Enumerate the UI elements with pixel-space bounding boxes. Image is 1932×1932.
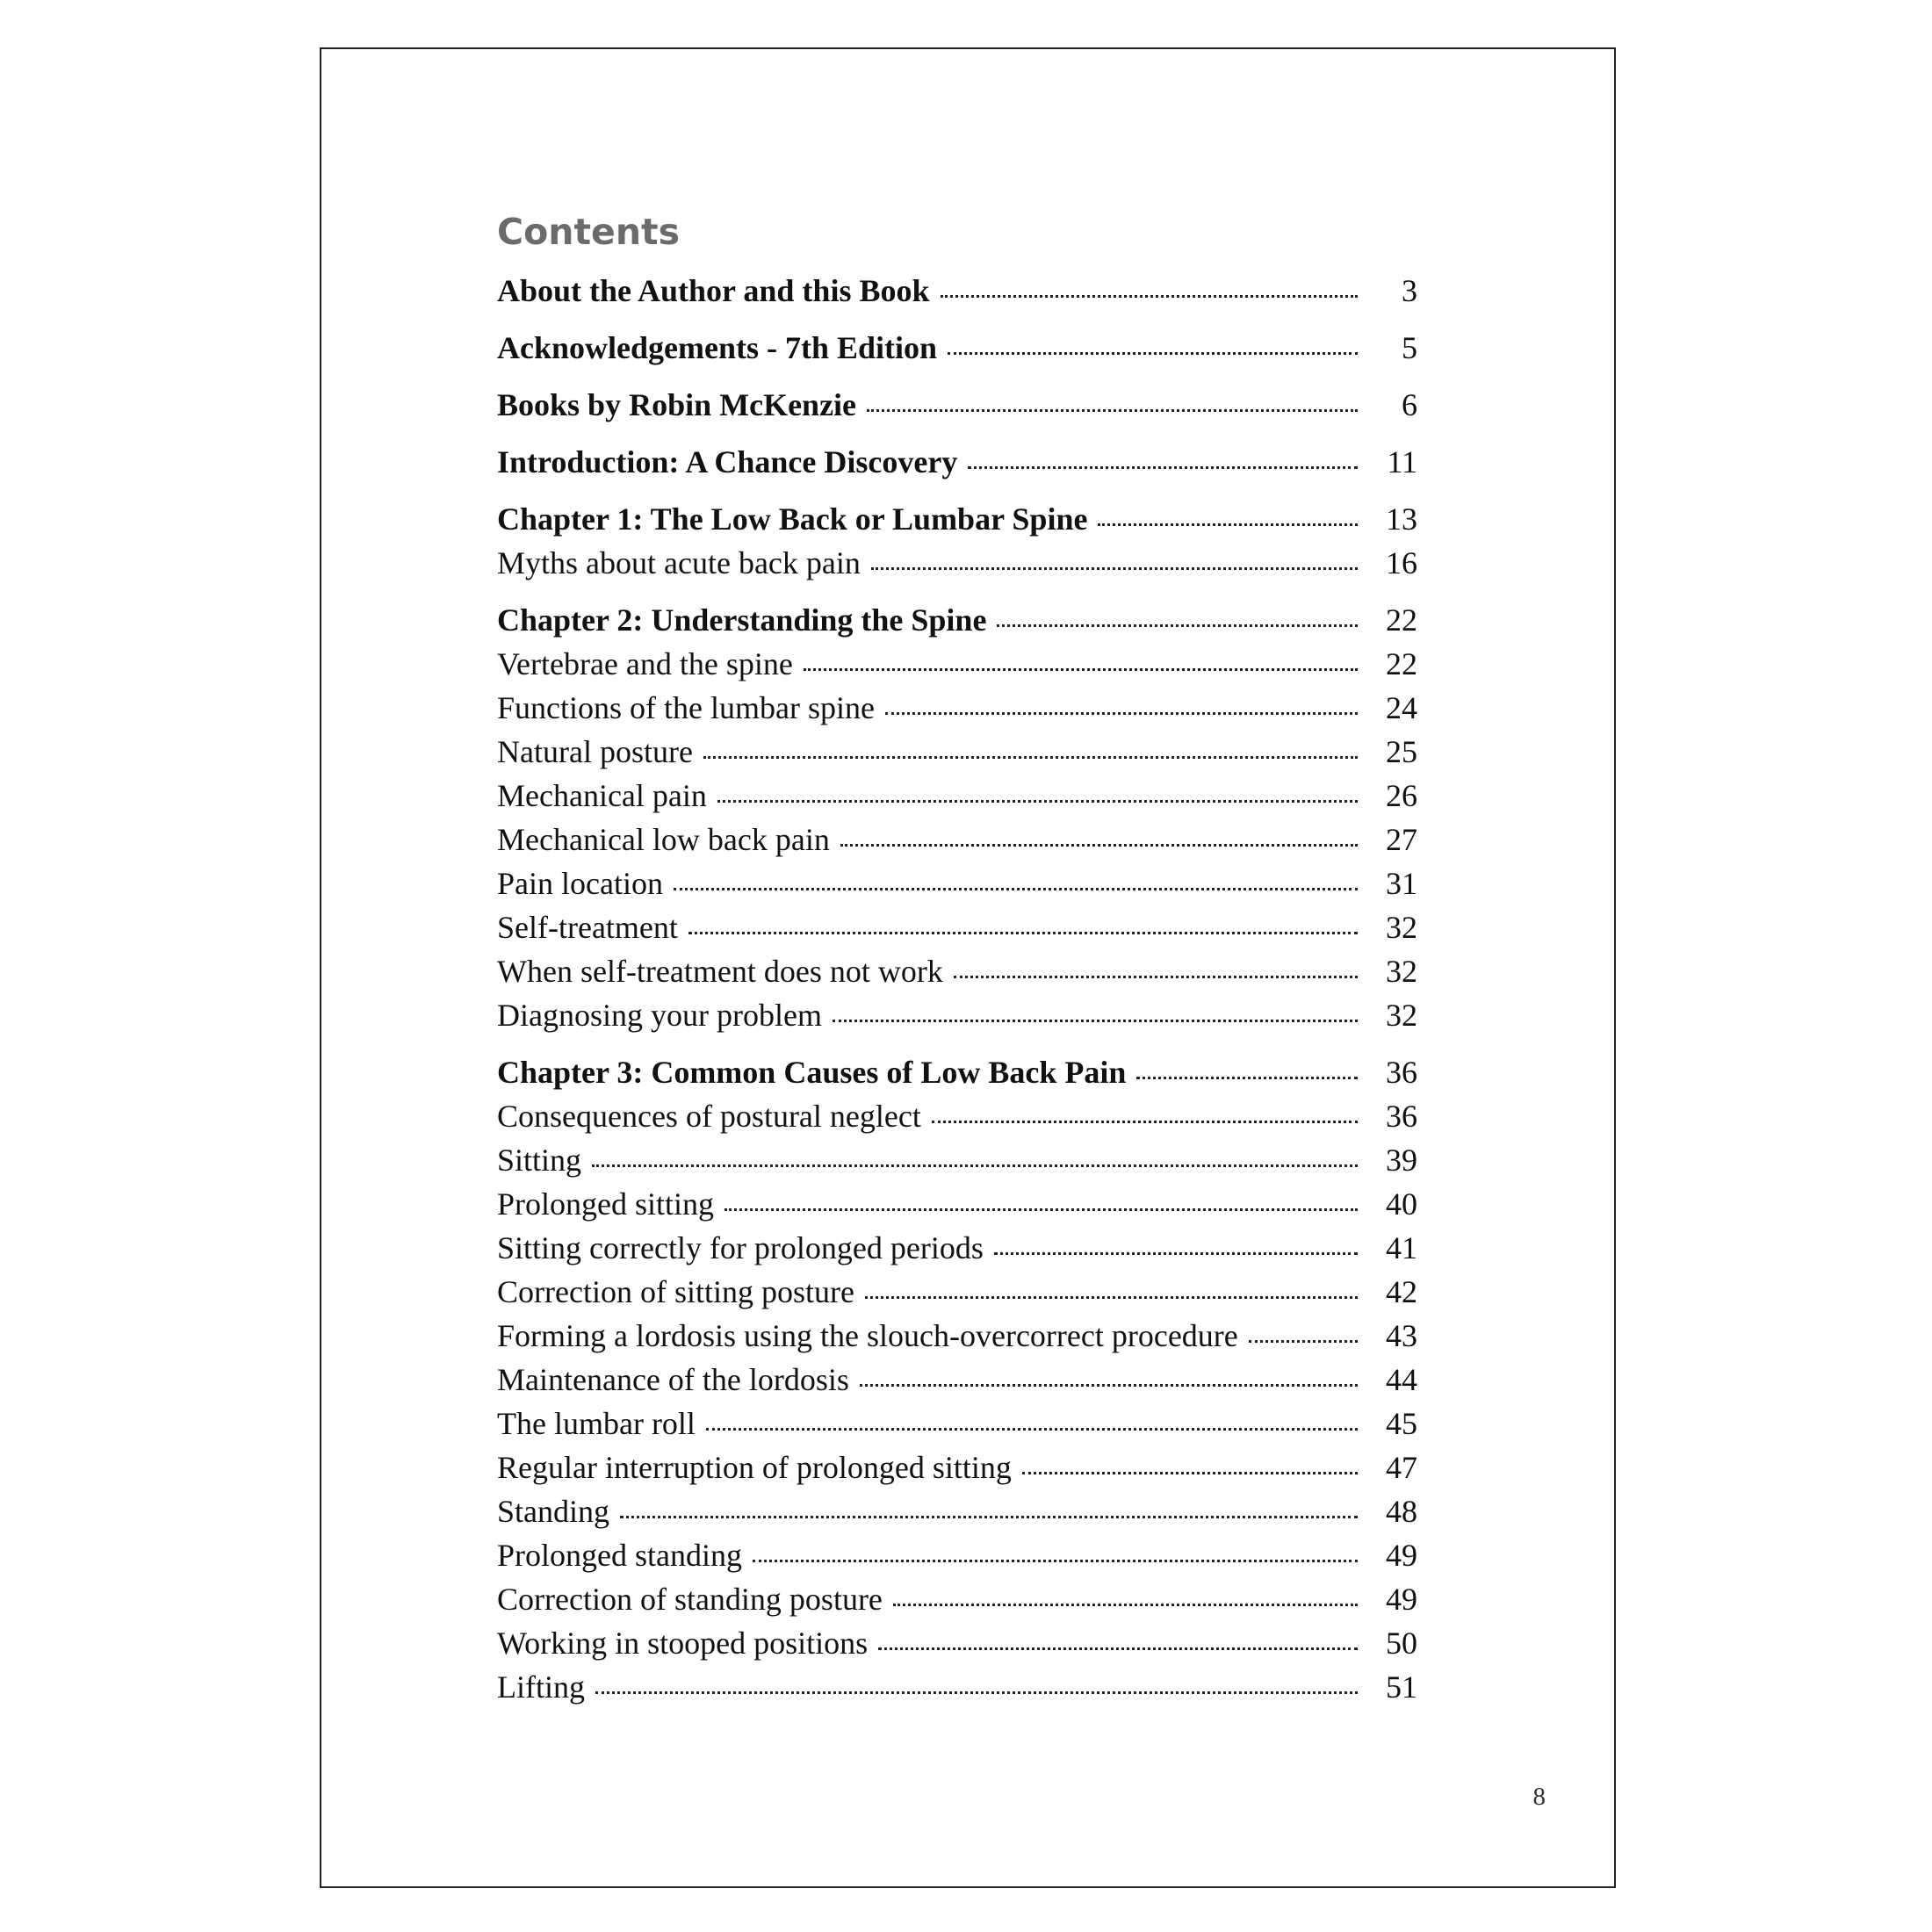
toc-entry-title: Self-treatment (497, 910, 678, 945)
toc-entry-page: 3 (1402, 273, 1417, 308)
dot-leader (878, 1647, 1358, 1650)
toc-entry-page: 16 (1386, 545, 1417, 580)
toc-entry-page: 39 (1386, 1143, 1417, 1178)
dot-leader (620, 1516, 1358, 1518)
toc-entry-title: Natural posture (497, 734, 693, 769)
toc-entry-page: 48 (1386, 1494, 1417, 1529)
toc-entry-page: 26 (1386, 778, 1417, 813)
dot-leader (804, 668, 1358, 671)
dot-leader (1249, 1340, 1358, 1343)
toc-entry-page: 47 (1386, 1450, 1417, 1485)
toc-entry-page: 25 (1386, 734, 1417, 769)
dot-leader (893, 1604, 1358, 1606)
toc-entry-page: 51 (1386, 1669, 1417, 1705)
dot-leader (706, 1428, 1358, 1431)
toc-entry-page: 11 (1387, 444, 1417, 479)
toc-entry-page: 50 (1386, 1626, 1417, 1661)
dot-leader (997, 624, 1358, 627)
dot-leader (840, 844, 1358, 847)
toc-entry (497, 1493, 1417, 1537)
toc-entry-title: Chapter 3: Common Causes of Low Back Pain (497, 1055, 1127, 1090)
dot-leader (595, 1691, 1358, 1694)
toc-entry-title: The lumbar roll (497, 1406, 696, 1441)
dot-leader (674, 888, 1358, 890)
toc-entry (497, 997, 1417, 1041)
toc-entry (497, 1625, 1417, 1669)
toc-entry-page: 13 (1386, 501, 1417, 537)
toc-entry (497, 645, 1417, 689)
dot-leader (1136, 1077, 1358, 1079)
toc-entry-page: 41 (1386, 1230, 1417, 1265)
page-number: 8 (1532, 1783, 1546, 1811)
toc-entry-title: Working in stooped positions (497, 1626, 869, 1661)
dot-leader (753, 1560, 1358, 1562)
toc-entry-title: Diagnosing your problem (497, 998, 822, 1033)
toc-entry-title: Sitting correctly for prolonged periods (497, 1230, 984, 1265)
toc-entry (497, 1273, 1417, 1317)
toc-entry (497, 544, 1417, 588)
toc-entry-page: 24 (1386, 690, 1417, 725)
toc-entry (497, 865, 1417, 909)
toc-entry-title: Consequences of postural neglect (497, 1099, 921, 1134)
toc-entry-page: 22 (1386, 602, 1417, 638)
dot-leader (833, 1020, 1358, 1022)
dot-leader (885, 712, 1358, 715)
toc-entry-title: Chapter 1: The Low Back or Lumbar Spine (497, 501, 1088, 537)
toc-entry (497, 443, 1417, 487)
dot-leader (717, 800, 1358, 803)
toc-entry (497, 733, 1417, 777)
toc-entry (497, 501, 1417, 544)
toc-entry-page: 44 (1386, 1362, 1417, 1397)
toc-entry-title: About the Author and this Book (497, 273, 930, 308)
toc-entry-page: 31 (1386, 866, 1417, 901)
toc-entry-title: Functions of the lumbar spine (497, 690, 875, 725)
toc-entry-title: When self-treatment does not work (497, 954, 943, 989)
dot-leader (865, 1296, 1358, 1299)
toc-entry (497, 1669, 1417, 1712)
toc-entry-page: 36 (1386, 1055, 1417, 1090)
toc-entry (497, 602, 1417, 645)
toc-entry-page: 32 (1386, 998, 1417, 1033)
toc-entry (497, 1449, 1417, 1493)
toc-entry-page: 27 (1386, 822, 1417, 857)
table-of-contents (497, 272, 1417, 1712)
toc-entry-page: 45 (1386, 1406, 1417, 1441)
dot-leader (954, 976, 1358, 978)
toc-entry-title: Maintenance of the lordosis (497, 1362, 849, 1397)
toc-entry-title: Correction of standing posture (497, 1582, 883, 1617)
toc-entry (497, 1405, 1417, 1449)
toc-entry-title: Forming a lordosis using the slouch-overcorrect procedure (497, 1318, 1238, 1353)
dot-leader (994, 1252, 1358, 1255)
toc-entry (497, 953, 1417, 997)
toc-entry-title: Vertebrae and the spine (497, 646, 793, 681)
dot-leader (932, 1121, 1358, 1123)
toc-entry-page: 43 (1386, 1318, 1417, 1353)
dot-leader (688, 932, 1358, 934)
toc-entry (497, 329, 1417, 373)
toc-entry-page: 36 (1386, 1099, 1417, 1134)
toc-entry-title: Pain location (497, 866, 663, 901)
toc-entry-title: Introduction: A Chance Discovery (497, 444, 958, 479)
dot-leader (592, 1164, 1358, 1167)
toc-entry (497, 689, 1417, 733)
contents-heading: Contents (497, 211, 681, 253)
dot-leader (1022, 1472, 1358, 1474)
dot-leader (948, 352, 1358, 355)
dot-leader (1098, 523, 1358, 526)
toc-entry-page: 32 (1386, 910, 1417, 945)
toc-entry (497, 386, 1417, 430)
toc-entry-title: Mechanical low back pain (497, 822, 830, 857)
toc-entry-title: Sitting (497, 1143, 582, 1178)
toc-entry (497, 909, 1417, 953)
toc-entry (497, 1317, 1417, 1361)
toc-entry-page: 49 (1386, 1538, 1417, 1573)
dot-leader (871, 567, 1358, 570)
dot-leader (860, 1384, 1358, 1387)
dot-leader (968, 466, 1358, 469)
toc-entry-page: 5 (1402, 330, 1417, 365)
toc-entry-title: Prolonged sitting (497, 1186, 715, 1222)
dot-leader (703, 756, 1358, 759)
toc-entry-title: Prolonged standing (497, 1538, 742, 1573)
toc-entry-page: 22 (1386, 646, 1417, 681)
toc-entry-page: 49 (1386, 1582, 1417, 1617)
toc-entry-title: Books by Robin McKenzie (497, 387, 857, 422)
toc-entry (497, 1581, 1417, 1625)
toc-entry-title: Standing (497, 1494, 610, 1529)
toc-entry (497, 1537, 1417, 1581)
toc-entry (497, 1229, 1417, 1273)
toc-entry-title: Myths about acute back pain (497, 545, 861, 580)
toc-entry-title: Regular interruption of prolonged sitting (497, 1450, 1012, 1485)
toc-entry (497, 1361, 1417, 1405)
toc-entry-title: Lifting (497, 1669, 585, 1705)
dot-leader (941, 295, 1359, 298)
toc-entry (497, 1098, 1417, 1142)
toc-entry-title: Acknowledgements - 7th Edition (497, 330, 938, 365)
toc-entry-page: 32 (1386, 954, 1417, 989)
toc-entry-title: Mechanical pain (497, 778, 707, 813)
dot-leader (724, 1208, 1358, 1211)
dot-leader (867, 409, 1358, 412)
toc-entry (497, 1054, 1417, 1098)
toc-entry (497, 272, 1417, 316)
toc-entry (497, 1142, 1417, 1186)
toc-entry-page: 40 (1386, 1186, 1417, 1222)
toc-entry (497, 1186, 1417, 1229)
toc-entry-title: Chapter 2: Understanding the Spine (497, 602, 987, 638)
toc-entry (497, 821, 1417, 865)
toc-entry-page: 6 (1402, 387, 1417, 422)
toc-entry-title: Correction of sitting posture (497, 1274, 854, 1309)
toc-entry (497, 777, 1417, 821)
toc-entry-page: 42 (1386, 1274, 1417, 1309)
